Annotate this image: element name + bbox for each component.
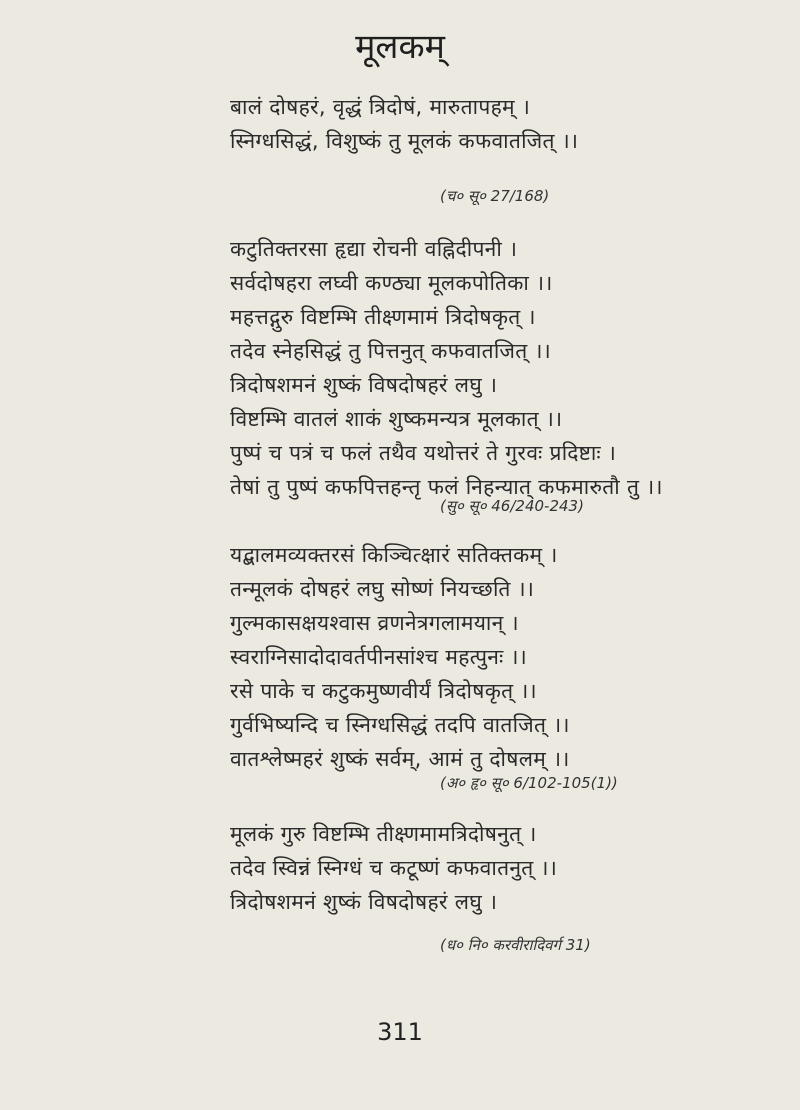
- verse-line: मूलकं गुरु विष्टम्भि तीक्ष्णमामत्रिदोषनुत् ।: [230, 822, 537, 846]
- verse-line: स्निग्धसिद्धं, विशुष्कं तु मूलकं कफवातजित् ।।: [230, 129, 579, 153]
- page-number: 311: [377, 1018, 423, 1046]
- verse-line: गुर्वभिष्यन्दि च स्निग्धसिद्धं तदपि वातजित् ।।: [230, 713, 570, 737]
- verse-block-charaka: [230, 90, 790, 158]
- verse-line: तदेव स्विन्नं स्निग्धं च कटूष्णं कफवातनुत् ।।: [230, 856, 558, 880]
- verse-line: तदेव स्नेहसिद्धं तु पित्तनुत् कफवातजित् ।।: [230, 339, 552, 363]
- page-title: मूलकम्: [355, 27, 445, 67]
- verse-line: स्वराग्निसादोदावर्तपीनसांश्च महत्पुनः ।।: [230, 645, 527, 669]
- verse-line: महत्तद्गुरु विष्टम्भि तीक्ष्णमामं त्रिदोषकृत् ।: [230, 305, 536, 329]
- reference-citation: (सु० सू० 46/240-243): [440, 497, 584, 515]
- verse-block-ashtanga: [230, 538, 790, 776]
- verse-line: वातश्लेष्महरं शुष्कं सर्वम्, आमं तु दोषलम् ।।: [230, 747, 570, 771]
- verse-line: त्रिदोषशमनं शुष्कं विषदोषहरं लघु ।: [230, 890, 498, 914]
- verse-line: तन्मूलकं दोषहरं लघु सोष्णं नियच्छति ।।: [230, 577, 535, 601]
- reference-citation: (च० सू० 27/168): [440, 187, 550, 205]
- reference-citation: (अ० हृ० सू० 6/102-105(1)): [440, 774, 618, 792]
- verse-line: यद्बालमव्यक्तरसं किञ्चित्क्षारं सतिक्तकम् ।: [230, 543, 558, 567]
- verse-line: पुष्पं च पत्रं च फलं तथैव यथोत्तरं ते गुरवः प्रदिष्टाः ।: [230, 441, 617, 465]
- verse-line: तेषां तु पुष्पं कफपित्तहन्तृ फलं निहन्यात् कफमारुतौ तु ।।: [230, 475, 663, 499]
- verse-line: त्रिदोषशमनं शुष्कं विषदोषहरं लघु ।: [230, 373, 498, 397]
- verse-line: कटुतिक्तरसा हृद्या रोचनी वह्निदीपनी ।: [230, 237, 518, 261]
- verse-line: गुल्मकासक्षयश्वास व्रणनेत्रगलामयान् ।: [230, 611, 519, 635]
- verse-line: सर्वदोषहरा लघ्वी कण्ठ्या मूलकपोतिका ।।: [230, 271, 553, 295]
- verse-block-sushruta: [230, 232, 790, 504]
- verse-block-dhanvantari: [230, 817, 790, 919]
- verse-line: विष्टम्भि वातलं शाकं शुष्कमन्यत्र मूलकात् ।।: [230, 407, 563, 431]
- reference-citation: (ध० नि० करवीरादिवर्ग 31): [440, 936, 591, 954]
- verse-line: बालं दोषहरं, वृद्धं त्रिदोषं, मारुतापहम् ।: [230, 95, 531, 119]
- verse-line: रसे पाके च कटुकमुष्णवीर्यं त्रिदोषकृत् ।।: [230, 679, 537, 703]
